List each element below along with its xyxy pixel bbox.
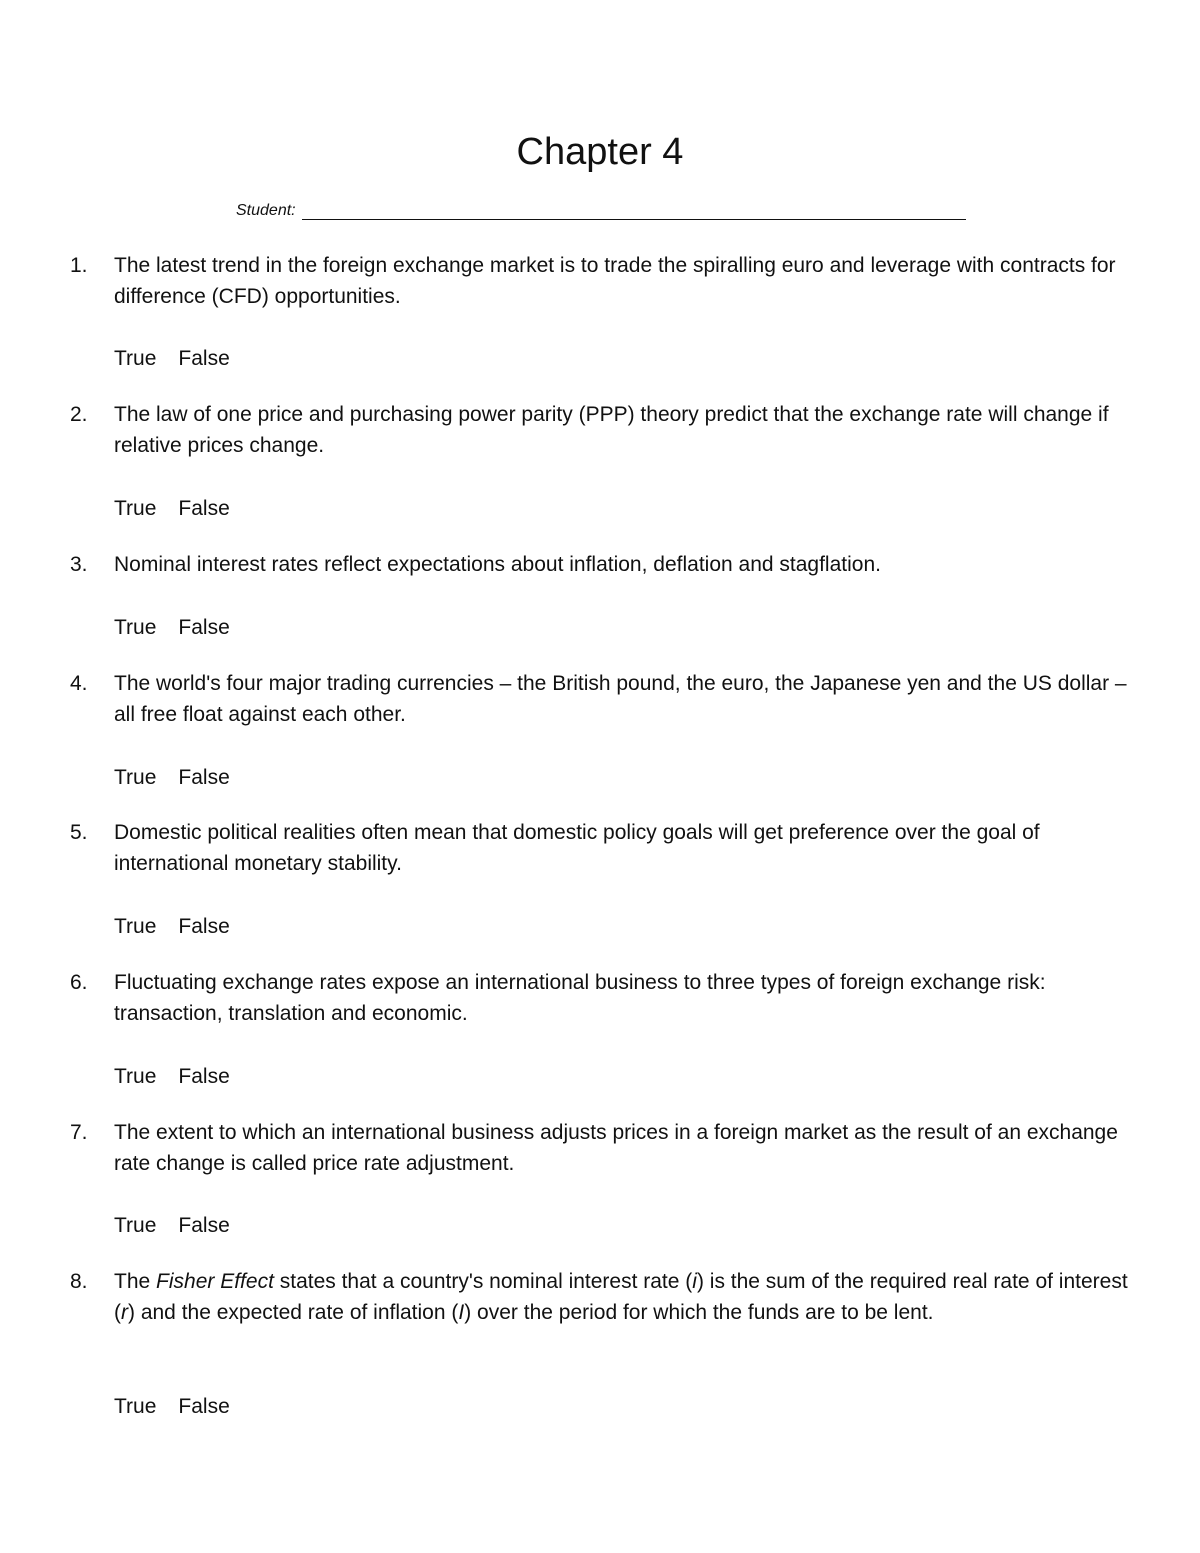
question-number: 5. (70, 821, 88, 844)
question-text: Domestic political realities often mean that domestic policy goals will get preference over the goal of international monetary stability. (114, 821, 1040, 875)
variable-r: r (121, 1301, 128, 1324)
answer-options (114, 493, 230, 524)
question-text (114, 1266, 1144, 1328)
answer-options (114, 1061, 230, 1092)
question-text-part: ) over the period for which the funds are to be lent. (464, 1301, 934, 1324)
question-text: Fluctuating exchange rates expose an international business to three types of foreign exchange risk: transaction, translation and economic. (114, 971, 1046, 1025)
answer-true-option[interactable]: True (114, 497, 157, 520)
student-label: Student: (236, 202, 296, 219)
question-number: 4. (70, 672, 88, 695)
question-number: 3. (70, 553, 88, 576)
question-text: Nominal interest rates reflect expectations about inflation, deflation and stagflation. (114, 553, 881, 576)
answer-false-option[interactable]: False (178, 915, 230, 938)
answer-true-option[interactable]: True (114, 347, 157, 370)
variable-i: i (692, 1270, 697, 1293)
answer-true-option[interactable]: True (114, 915, 157, 938)
answer-false-option[interactable]: False (178, 1395, 230, 1418)
answer-false-option[interactable]: False (178, 766, 230, 789)
question-number: 6. (70, 971, 88, 994)
answer-options (114, 1210, 230, 1241)
answer-false-option[interactable]: False (178, 347, 230, 370)
question-number: 7. (70, 1121, 88, 1144)
answer-false-option[interactable]: False (178, 1065, 230, 1088)
page-title: Chapter 4 (516, 131, 684, 173)
student-name-blank[interactable] (302, 205, 966, 220)
variable-I: I (458, 1301, 465, 1324)
question-text: The extent to which an international business adjusts prices in a foreign market as the result of an exchange rate change is called price rate adjustment. (114, 1121, 1118, 1175)
answer-options (114, 612, 230, 643)
question-text-part: states that a country's nominal interest rate ( (273, 1270, 693, 1293)
answer-true-option[interactable]: True (114, 1214, 157, 1237)
answer-true-option[interactable]: True (114, 766, 157, 789)
answer-true-option[interactable]: True (114, 1065, 157, 1088)
answer-options (114, 911, 230, 942)
answer-options (114, 343, 230, 374)
question-text-part: The (114, 1270, 157, 1293)
question-text: The world's four major trading currencies – the British pound, the euro, the Japanese yen and the US dollar – all free float against each other. (114, 672, 1127, 726)
question-text: The law of one price and purchasing power parity (PPP) theory predict that the exchange rate will change if relative prices change. (114, 403, 1109, 457)
question-number: 8. (70, 1270, 88, 1293)
answer-options (114, 1391, 230, 1422)
question-text-part: ) is the sum of the required real rate of interest ( (114, 1270, 1128, 1324)
answer-true-option[interactable]: True (114, 1395, 157, 1418)
answer-false-option[interactable]: False (178, 616, 230, 639)
question-text: The latest trend in the foreign exchange market is to trade the spiralling euro and leverage with contracts for difference (CFD) opportunities. (114, 254, 1116, 308)
student-name-line (236, 202, 966, 220)
question-number: 1. (70, 254, 88, 277)
answer-false-option[interactable]: False (178, 497, 230, 520)
question-number: 2. (70, 403, 88, 426)
answer-options (114, 762, 230, 793)
answer-false-option[interactable]: False (178, 1214, 230, 1237)
fisher-effect-term: Fisher Effect (156, 1270, 274, 1293)
question-text-part: ) and the expected rate of inflation ( (128, 1301, 459, 1324)
answer-true-option[interactable]: True (114, 616, 157, 639)
